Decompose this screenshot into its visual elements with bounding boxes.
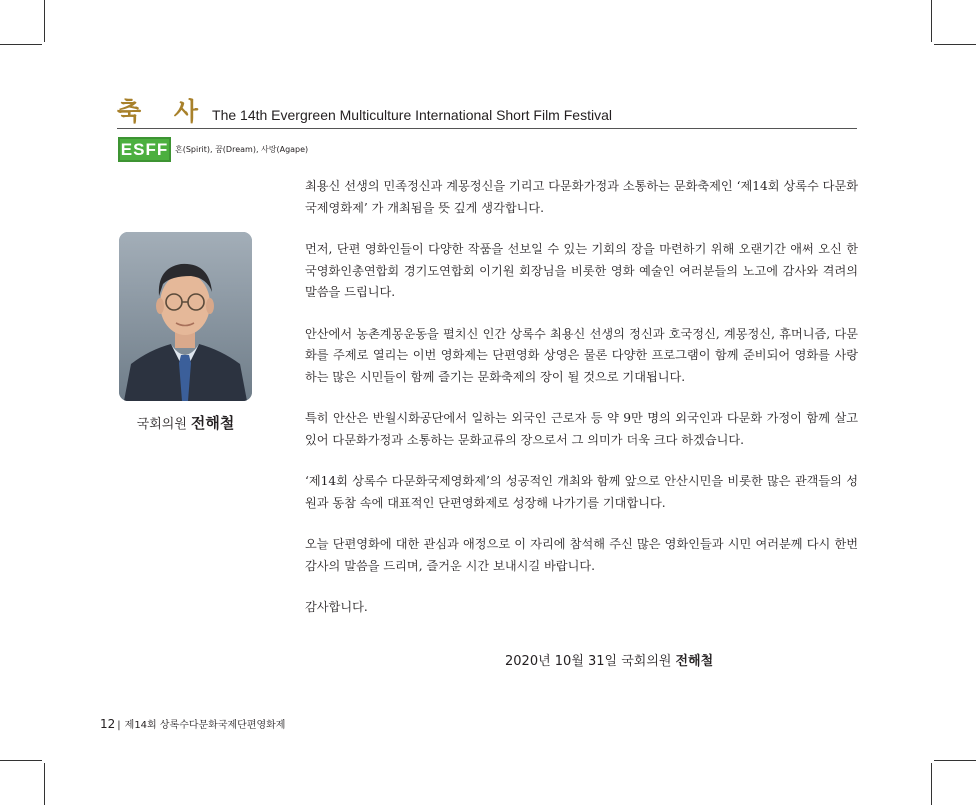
message-paragraph: 최용신 선생의 민족정신과 계몽정신을 기리고 다문화가정과 소통하는 문화축제인 ‘제14회 상록수 다문화국제영화제’ 가 개최됨을 뜻 깊게 생각합니다.	[305, 179, 858, 215]
page-number: 12	[100, 717, 116, 731]
message-paragraph: 안산에서 농촌계몽운동을 펼치신 인간 상록수 최용신 선생의 정신과 호국정신, 계몽정신, 휴머니즘, 다문화를 주제로 열리는 이번 영화제는 단편영화 상영은 물론 다양한 프로그램이 함께 준비되어 영화를 사랑하는 많은 시민들이 함께 즐기는 문화축제의 장이 될 것으로 기대됩니다.	[305, 326, 858, 384]
message-paragraph: 특히 안산은 반월시화공단에서 일하는 외국인 근로자 등 약 9만 명의 외국인과 다문화 가정이 함께 살고 있어 다문화가정과 소통하는 문화교류의 장으로서 그 의미가 더욱 크다 하겠습니다.	[305, 411, 858, 447]
message-paragraph: ‘제14회 상록수 다문화국제영화제’의 성공적인 개최와 함께 앞으로 안산시민을 비롯한 많은 관객들의 성원과 동참 속에 대표적인 단편영화제로 성장해 나가기를 기대합니다.	[305, 474, 858, 510]
message-closing: 감사합니다.	[305, 600, 368, 614]
signature-line	[505, 650, 713, 669]
footer-separator: |	[117, 720, 121, 731]
crop-mark	[44, 763, 45, 805]
author-portrait	[119, 232, 252, 401]
author-role: 국회의원	[136, 417, 187, 432]
message-paragraph: 먼저, 단편 영화인들이 다양한 작품을 선보일 수 있는 기회의 장을 마련하기 위해 오랜기간 애써 오신 한국영화인총연합회 경기도연합회 이기원 회장님을 비롯한 영화 예술인 여러분들의 노고에 감사와 격려의 말씀을 드립니다.	[305, 242, 858, 299]
heading-english: The 14th Evergreen Multiculture International Short Film Festival	[212, 107, 612, 123]
esff-logo: ESFF	[118, 137, 171, 162]
festival-logo-row	[118, 137, 308, 162]
footer-festival-name: 제14회 상록수다문화국제단편영화제	[124, 720, 286, 731]
crop-mark	[934, 760, 976, 761]
congratulatory-message	[305, 176, 858, 639]
signature-date-role: 2020년 10월 31일 국회의원	[505, 654, 672, 669]
portrait-caption	[119, 412, 252, 433]
crop-mark	[931, 0, 932, 42]
page-heading	[117, 92, 612, 128]
crop-mark	[44, 0, 45, 42]
message-paragraph: 오늘 단편영화에 대한 관심과 애정으로 이 자리에 참석해 주신 많은 영화인들과 시민 여러분께 다시 한번 감사의 말씀을 드리며, 즐거운 시간 보내시길 바랍니다.	[305, 537, 858, 573]
page-footer	[100, 716, 285, 731]
heading-divider	[117, 128, 857, 129]
crop-mark	[931, 763, 932, 805]
crop-mark	[934, 44, 976, 45]
festival-tagline: 혼(Spirit), 꿈(Dream), 사랑(Agape)	[175, 145, 309, 154]
crop-mark	[0, 760, 42, 761]
crop-mark	[0, 44, 42, 45]
author-name: 전해철	[190, 414, 235, 432]
heading-korean: 축 사	[117, 97, 211, 126]
signature-name: 전해철	[675, 654, 714, 669]
